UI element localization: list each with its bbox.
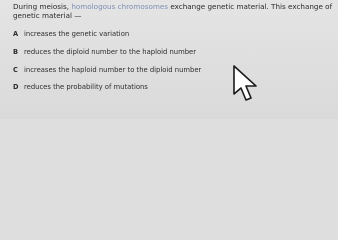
option-text: reduces the diploid number to the haploid number xyxy=(24,48,197,56)
answer-option-c[interactable] xyxy=(13,65,201,75)
option-text: increases the haploid number to the diploid number xyxy=(24,66,202,74)
option-text: increases the genetic variation xyxy=(24,30,130,38)
answer-option-a[interactable] xyxy=(13,29,129,39)
option-letter: C xyxy=(13,66,18,74)
question-text-line2: genetic material — xyxy=(13,10,82,20)
mouse-pointer-icon xyxy=(232,64,262,104)
option-letter: A xyxy=(13,30,19,38)
option-letter: B xyxy=(13,48,19,56)
option-text: reduces the probability of mutations xyxy=(24,83,148,91)
question-text-part3: exchange genetic material. This exchange of xyxy=(168,2,333,11)
question-highlight: homologous chromosomes xyxy=(71,2,169,11)
answer-option-b[interactable] xyxy=(13,47,196,57)
option-letter: D xyxy=(13,83,19,91)
question-text-part1: During meiosis, xyxy=(13,2,72,11)
answer-option-d[interactable] xyxy=(13,82,148,92)
question-stem xyxy=(13,2,335,20)
quiz-page xyxy=(0,0,338,119)
question-text xyxy=(13,2,332,11)
